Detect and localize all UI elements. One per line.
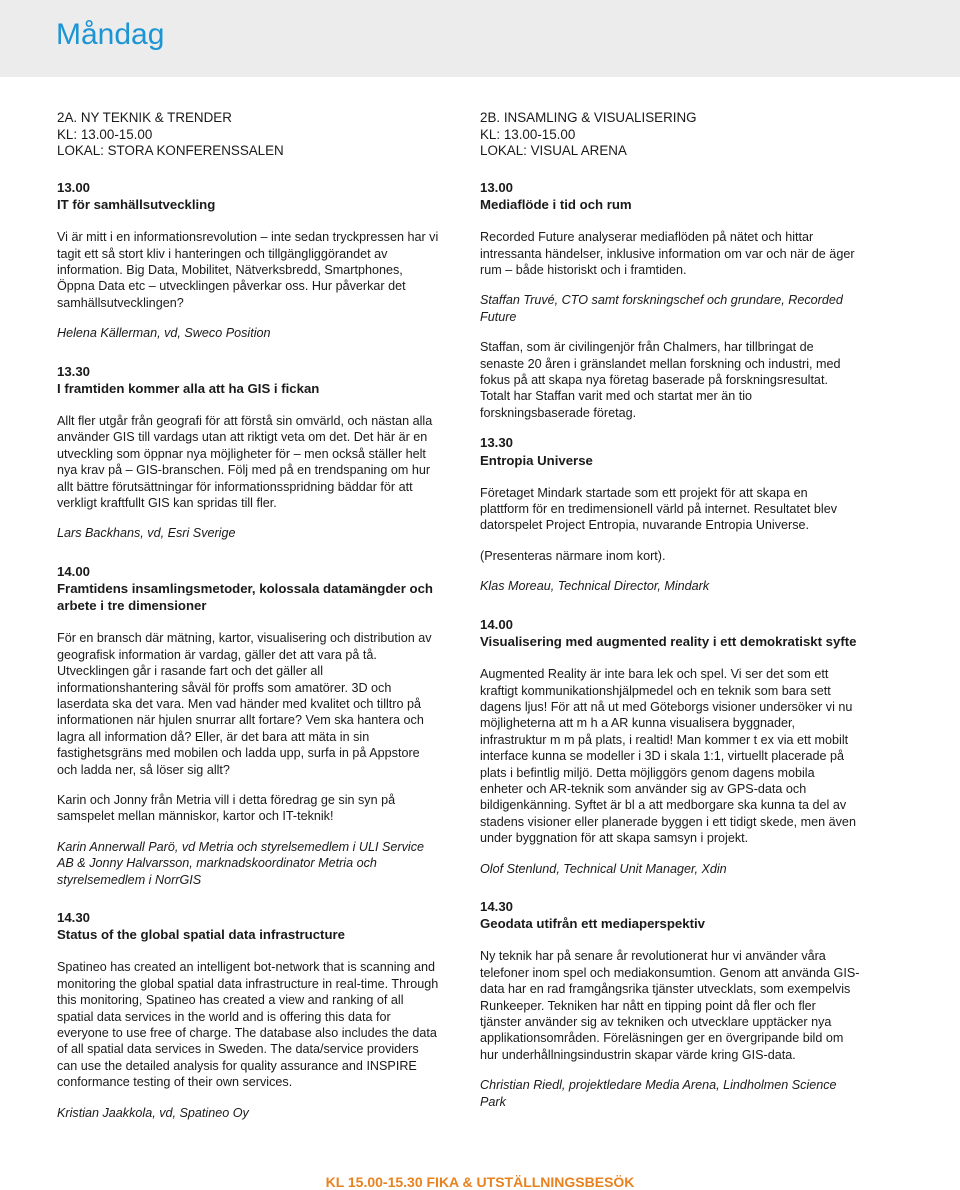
track-room: LOKAL: STORA KONFERENSSALEN xyxy=(57,143,284,159)
session-time: 13.30 xyxy=(480,435,514,451)
session xyxy=(480,899,860,1110)
session-speaker: Klas Moreau, Technical Director, Mindark xyxy=(480,579,710,594)
session-body: Staffan, som är civilingenjör från Chalmers, har tillbringat de senaste 20 åren i gränslandet mellan forskning och industri, med fokus på att skapa nya företag baserade på forskningsresultat. Totalt har Staffan varit med och startat mer än tio forskningsbaserade företag. xyxy=(480,340,841,420)
break-banner: KL 15.00-15.30 FIKA & UTSTÄLLNINGSBESÖK xyxy=(325,1174,635,1190)
track-room: LOKAL: VISUAL ARENA xyxy=(480,143,627,159)
session-time: 13.30 xyxy=(57,363,91,379)
session-title: Mediaflöde i tid och rum xyxy=(480,197,632,213)
left-column xyxy=(57,110,439,1143)
session-speaker: Lars Backhans, vd, Esri Sverige xyxy=(57,526,236,541)
session xyxy=(480,180,860,421)
session-title: Framtidens insamlingsmetoder, kolossala datamängder och arbete i tre dimensioner xyxy=(57,581,433,614)
session-time: 14.00 xyxy=(480,616,514,632)
session xyxy=(57,910,439,1121)
session-body: (Presenteras närmare inom kort). xyxy=(480,548,666,563)
session-speaker: Staffan Truvé, CTO samt forskningschef och grundare, Recorded Future xyxy=(480,293,843,324)
track-time: KL: 13.00-15.00 xyxy=(480,126,576,142)
session-title: IT för samhällsutveckling xyxy=(57,197,216,213)
track-name: 2A. NY TEKNIK & TRENDER xyxy=(57,110,232,125)
session-body: Spatineo has created an intelligent bot-network that is scanning and monitoring the global spatial data infrastructure in real-time. Through this monitoring, Spatineo has created a view and ranking of all spatial data services in the world and is offering this data for everyone to use free of charge. The database also includes the data of all spatial data services in Sweden. The data/service providers can use the detailed analysis for quality assurance and INSPIRE conformance testing of their own services. xyxy=(57,960,439,1090)
session-speaker: Christian Riedl, projektledare Media Arena, Lindholmen Science Park xyxy=(480,1078,837,1109)
session xyxy=(57,180,439,342)
session-title: Geodata utifrån ett mediaperspektiv xyxy=(480,916,705,932)
session-title: Status of the global spatial data infrastructure xyxy=(57,927,345,943)
session xyxy=(57,564,439,888)
session-title: Visualisering med augmented reality i ett demokratiskt syfte xyxy=(480,634,857,650)
session-time: 14.30 xyxy=(480,898,514,914)
session xyxy=(480,435,860,594)
track-info xyxy=(57,110,439,160)
session-body: Augmented Reality är inte bara lek och spel. Vi ser det som ett kraftigt kommunikationshjälpmedel och en teknik som bara sett dagens ljus! För att nå ut med Göteborgs visioner undersöker vi nu möjligheterna att m h a AR kunna visualisera byggnader, infrastruktur m m på plats, i realtid! Man kommer t ex via ett mobilt interface kunna se modeller i 3D i skala 1:1, virtuellt placerade på plats i befintlig miljö. Detta möjliggörs genom dagens mobila enheter och AR-teknik som använder sig av GPS-data och bildigenkänning. Syftet är bl a att medborgare ska kunna ta del av stadens visioner eller planerade byggen i ett tidigt skede, men även under byggnation för att skapa samsyn i projekt. xyxy=(480,667,856,846)
session-speaker: Olof Stenlund, Technical Unit Manager, Xdin xyxy=(480,861,727,876)
page-title: Måndag xyxy=(56,18,165,51)
session-body: Ny teknik har på senare år revolutionerat hur vi använder våra telefoner inom spel och mediakonsumtion. Genom att använda GIS-data har en rad framgångsrika tjänster utvecklats, som exempelvis Runkeeper. Tekniken har nått en tipping point då fler och fler tjänster använder sig av tekniken och utvecklare upptäcker nya applikationsområden. Föreläsningen ger en övergripande bild om hur underhållningsindustrin skapar värde kring GIS-data. xyxy=(480,949,860,1062)
right-column xyxy=(480,110,860,1132)
session-time: 13.00 xyxy=(57,179,91,195)
track-name: 2B. INSAMLING & VISUALISERING xyxy=(480,110,697,125)
session-body: Företaget Mindark startade som ett projekt för att skapa en plattform för en tredimensionell värld på internet. Resultatet blev datorspelet Project Entropia, nuvarande Entropia Universe. xyxy=(480,485,838,533)
session-time: 14.00 xyxy=(57,563,91,579)
session-title: I framtiden kommer alla att ha GIS i fickan xyxy=(57,381,320,397)
session-speaker: Kristian Jaakkola, vd, Spatineo Oy xyxy=(57,1105,249,1120)
session-time: 13.00 xyxy=(480,179,514,195)
session xyxy=(480,617,860,877)
session-body: För en bransch där mätning, kartor, visualisering och distribution av geografisk information är vardag, gäller det att vara på tå. Utvecklingen går i rasande fart och det gäller all informationshantering såväl för proffs som amatörer. 3D och laserdata ska det vara. Men vad händer med kvalitet och tilltro på informationen när hjulen snurrar allt fortare? Vem ska hantera och lagra all information då? Eller, är det bara att mäta in sin fastighetsgräns med mobilen och ladda upp, surfa in på Appstore och ladda ner, så löser sig allt? xyxy=(57,631,432,777)
session-title: Entropia Universe xyxy=(480,452,593,468)
session-speaker: Helena Källerman, vd, Sweco Position xyxy=(57,326,271,341)
session xyxy=(57,364,439,542)
session-time: 14.30 xyxy=(57,909,91,925)
track-info xyxy=(480,110,860,160)
session-body: Vi är mitt i en informationsrevolution – inte sedan tryckpressen har vi tagit ett så stort kliv i hanteringen och tillgängliggörandet av information. Big Data, Mobilitet, Nätverksbredd, Smartphones, Öppna Data etc – utvecklingen påverkar oss. Hur påverkar det samhällsutvecklingen? xyxy=(57,230,439,310)
session-body: Recorded Future analyserar mediaflöden på nätet och hittar intressanta händelser, inklusive information om var och när de äger rum – både historiskt och i framtiden. xyxy=(480,230,855,277)
session-speaker: Karin Annerwall Parö, vd Metria och styrelsemedlem i ULI Service AB & Jonny Halvarsson, marknadskoordinator Metria och styrelsemedlem i NorrGIS xyxy=(57,839,424,887)
session-body: Karin och Jonny från Metria vill i detta föredrag ge sin syn på samspelet mellan människor, kartor och IT-teknik! xyxy=(57,792,396,824)
track-time: KL: 13.00-15.00 xyxy=(57,126,153,142)
session-body: Allt fler utgår från geografi för att förstå sin omvärld, och nästan alla använder GIS till vardags utan att riktigt veta om det. Det här är en utveckling som öppnar nya möjligheter för – men också ställer helt nya krav på – GIS-branschen. Följ med på en trendspaning om hur allt bättre förutsättningar för informationsspridning bäddar för att verkligt kraftfullt GIS kan spridas till fler. xyxy=(57,414,433,511)
